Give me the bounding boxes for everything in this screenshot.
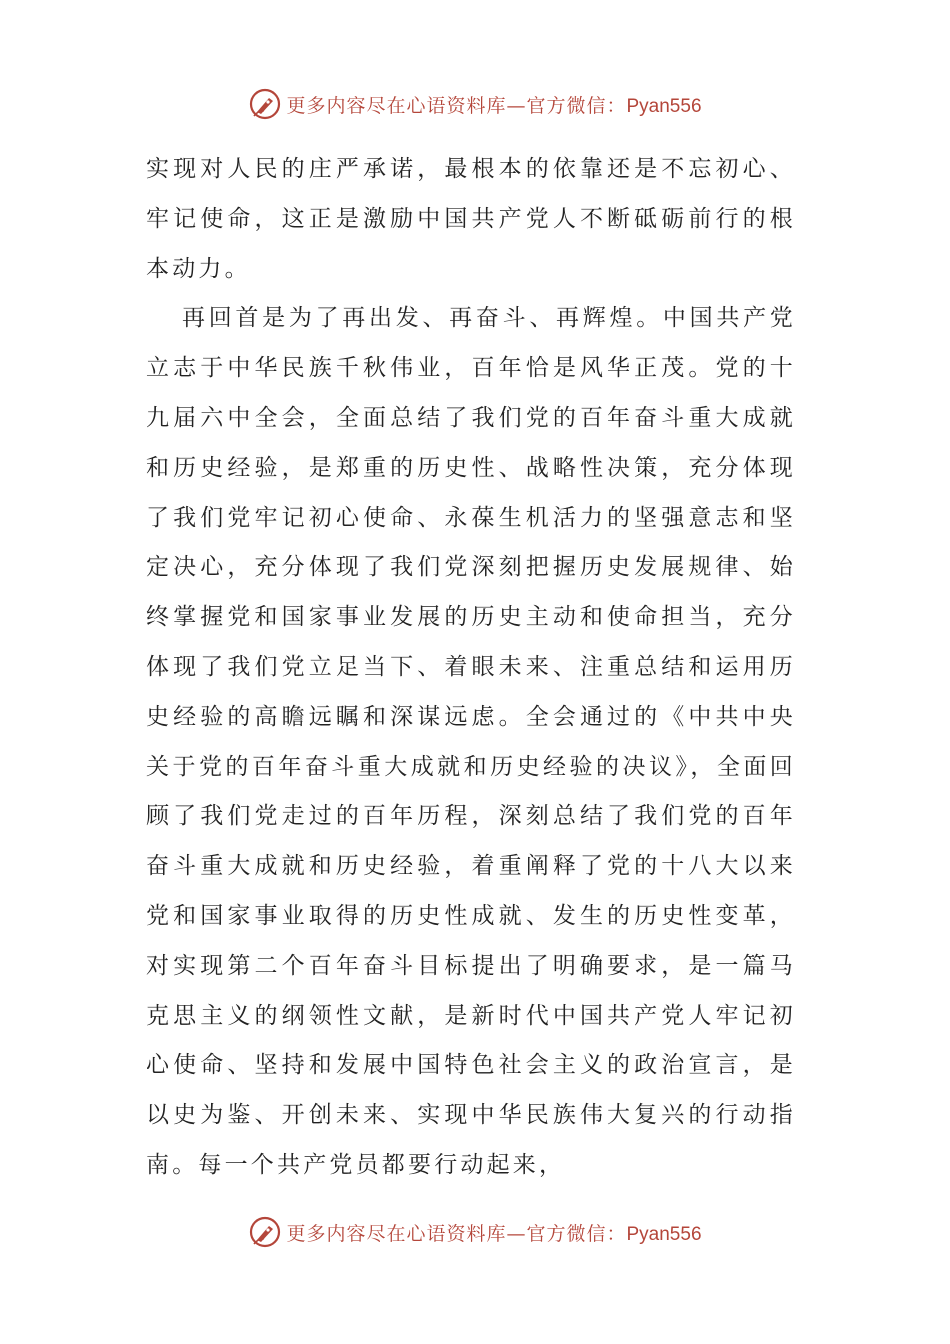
pen-nib-logo-icon — [248, 87, 282, 121]
header-banner-text — [286, 91, 701, 118]
header-banner — [0, 84, 950, 124]
paragraph-1: 实现对人民的庄严承诺，最根本的依靠还是不忘初心、牢记使命，这正是激励中国共产党人不断砥砺前行的根本动力。 — [146, 156, 796, 282]
pen-nib-logo-icon — [248, 1215, 282, 1249]
paragraph-2: 再回首是为了再出发、再奋斗、再辉煌。中国共产党立志于中华民族千秋伟业，百年恰是风华正茂。党的十九届六中全会，全面总结了我们党的百年奋斗重大成就和历史经验，是郑重的历史性、战略性决策，充分体现了我们党牢记初心使命、永葆生机活力的坚强意志和坚定决心，充分体现了我们党深刻把握历史发展规律、始终掌握党和国家事业发展的历史主动和使命担当，充分体现了我们党立足当下、着眼未来、注重总结和运用历史经验的高瞻远瞩和深谋远虑。全会通过的《中共中央关于党的百年奋斗重大成就和历史经验的决议》，全面回顾了我们党走过的百年历程，深刻总结了我们党的百年奋斗重大成就和历史经验，着重阐释了党的十八大以来党和国家事业取得的历史性成就、发生的历史性变革，对实现第二个百年奋斗目标提出了明确要求，是一篇马克思主义的纲领性文献，是新时代中国共产党人牢记初心使命、坚持和发展中国特色社会主义的政治宣言，是以史为鉴、开创未来、实现中华民族伟大复兴的行动指南。每一个共产党员都要行动起来， — [146, 305, 796, 1178]
header-wechat-id: Pyan556 — [626, 95, 702, 117]
footer-wechat-id: Pyan556 — [626, 1223, 702, 1245]
document-body — [146, 145, 796, 1191]
header-banner-label: 更多内容尽在心语资料库—官方微信： — [286, 94, 627, 117]
footer-banner-text — [286, 1219, 701, 1246]
footer-banner — [0, 1212, 950, 1252]
footer-banner-label: 更多内容尽在心语资料库—官方微信： — [286, 1222, 627, 1245]
